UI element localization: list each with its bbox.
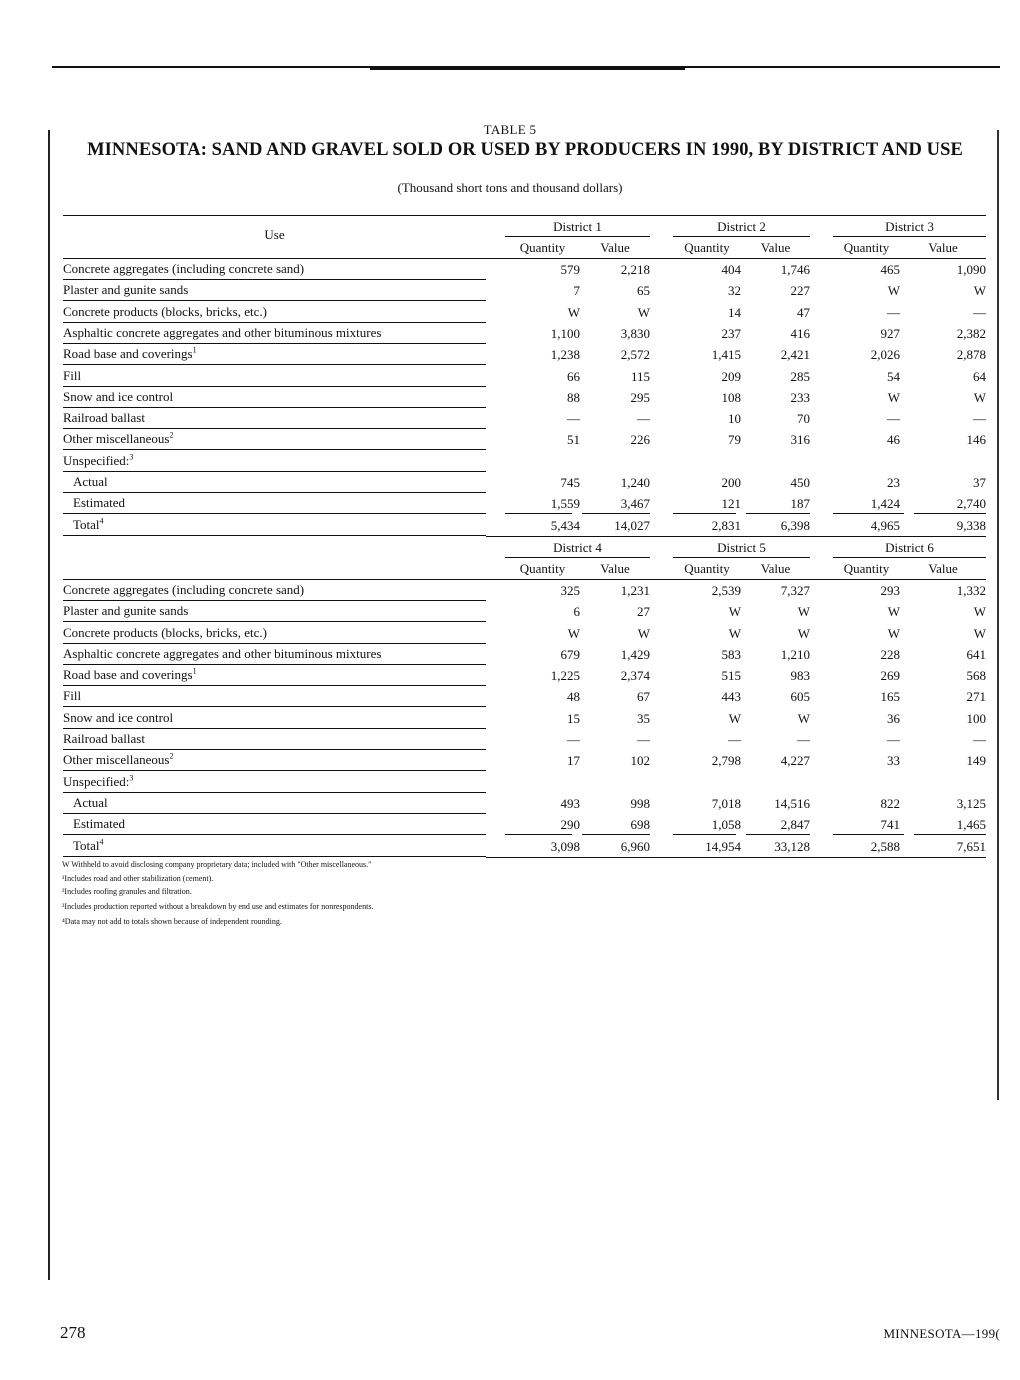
- quantity-cell: W: [728, 604, 741, 619]
- quantity-cell: 2,831: [711, 518, 741, 533]
- quantity-cell: 741: [880, 817, 900, 832]
- value-cell: 285: [790, 369, 810, 384]
- footnote-1: ¹Includes road and other stabilization (cement).: [62, 874, 214, 883]
- row-label: [73, 795, 108, 811]
- value-cell: W: [973, 626, 986, 641]
- subtotal-rule-v: [582, 834, 651, 835]
- value-cell: 3,125: [956, 796, 986, 811]
- quantity-cell: 745: [560, 475, 580, 490]
- footnote-2: ²Includes roofing granules and filtration.: [62, 887, 192, 896]
- value-cell: 3,830: [620, 326, 650, 341]
- row-rule: [63, 407, 486, 408]
- quantity-cell: 15: [567, 711, 580, 726]
- value-cell: 1,240: [620, 475, 650, 490]
- value-cell: 227: [790, 283, 810, 298]
- value-cell: 2,218: [620, 262, 650, 277]
- quantity-cell: W: [887, 390, 900, 405]
- district-header-rule: [505, 236, 650, 237]
- district-header-rule: [505, 557, 650, 558]
- quantity-cell: 165: [880, 689, 900, 704]
- subtotal-rule-q: [833, 513, 904, 514]
- value-cell: —: [973, 305, 986, 320]
- row-rule: [63, 749, 486, 750]
- row-label-text: Railroad ballast: [63, 410, 145, 425]
- value-cell: 37: [973, 475, 986, 490]
- value-cell: 316: [790, 432, 810, 447]
- quantity-cell: 583: [721, 647, 741, 662]
- quantity-cell: —: [728, 732, 741, 747]
- value-cell: 1,465: [956, 817, 986, 832]
- value-cell: 641: [966, 647, 986, 662]
- value-cell: 146: [966, 432, 986, 447]
- value-cell: 47: [797, 305, 810, 320]
- value-cell: —: [973, 732, 986, 747]
- row-rule: [63, 770, 486, 771]
- value-cell: 2,374: [620, 668, 650, 683]
- page-title: MINNESOTA: SAND AND GRAVEL SOLD OR USED BY PRODUCERS IN 1990, BY DISTRICT AND USE: [87, 140, 963, 160]
- value-cell: 2,878: [956, 347, 986, 362]
- quantity-cell: 293: [880, 583, 900, 598]
- value-cell: —: [973, 411, 986, 426]
- value-cell: 698: [630, 817, 650, 832]
- quantity-cell: 200: [721, 475, 741, 490]
- quantity-cell: 108: [721, 390, 741, 405]
- quantity-cell: 679: [560, 647, 580, 662]
- section-bottom-rule: [486, 536, 986, 537]
- quantity-cell: —: [567, 411, 580, 426]
- quantity-cell: 269: [880, 668, 900, 683]
- row-label: [63, 346, 197, 362]
- quantity-cell: —: [567, 732, 580, 747]
- row-rule: [63, 813, 486, 814]
- quantity-cell: 1,100: [550, 326, 580, 341]
- value-cell: 64: [973, 369, 986, 384]
- quantity-cell: 579: [560, 262, 580, 277]
- row-label: [63, 282, 188, 298]
- row-label-text: Other miscellaneous: [63, 431, 170, 446]
- value-cell: 14,516: [774, 796, 810, 811]
- quantity-cell: 1,225: [550, 668, 580, 683]
- row-rule: [63, 792, 486, 793]
- district-header-rule: [833, 557, 986, 558]
- row-rule: [63, 386, 486, 387]
- quantity-cell: 36: [887, 711, 900, 726]
- value-column-header: Value: [600, 240, 630, 255]
- value-cell: 605: [790, 689, 810, 704]
- quantity-cell: 404: [721, 262, 741, 277]
- header-bottom-rule: [63, 579, 986, 580]
- table-label: TABLE 5: [483, 122, 537, 137]
- quantity-cell: W: [887, 604, 900, 619]
- quantity-cell: 6: [573, 604, 580, 619]
- subtotal-rule-q: [833, 834, 904, 835]
- section-bottom-rule: [486, 857, 986, 858]
- quantity-cell: 1,559: [550, 496, 580, 511]
- quantity-cell: 290: [560, 817, 580, 832]
- value-cell: 1,429: [620, 647, 650, 662]
- row-rule: [63, 706, 486, 707]
- row-label: [63, 325, 381, 341]
- quantity-cell: 228: [880, 647, 900, 662]
- value-cell: W: [637, 305, 650, 320]
- quantity-column-header: Quantity: [519, 561, 566, 576]
- row-rule: [63, 834, 486, 835]
- quantity-cell: 46: [887, 432, 900, 447]
- row-rule: [63, 492, 486, 493]
- quantity-cell: 2,539: [711, 583, 741, 598]
- row-label: [63, 625, 267, 641]
- quantity-cell: 465: [880, 262, 900, 277]
- top-rule-accent: [370, 66, 685, 70]
- row-label: [63, 453, 133, 469]
- quantity-cell: 121: [721, 496, 741, 511]
- row-rule: [63, 300, 486, 301]
- row-label-text: Estimated: [73, 495, 125, 510]
- subtotal-rule-v: [746, 834, 811, 835]
- quantity-column-header: Quantity: [684, 561, 730, 576]
- subtotal-rule-v: [914, 834, 987, 835]
- value-cell: 1,746: [780, 262, 810, 277]
- row-label-text: Concrete aggregates (including concrete sand): [63, 582, 305, 597]
- quantity-cell: —: [887, 411, 900, 426]
- value-cell: 35: [637, 711, 650, 726]
- district-header: District 3: [885, 219, 934, 234]
- row-label: [73, 838, 104, 854]
- row-rule: [63, 364, 486, 365]
- quantity-cell: 493: [560, 796, 580, 811]
- row-rule: [63, 728, 486, 729]
- quantity-cell: W: [887, 626, 900, 641]
- row-label: [63, 304, 267, 320]
- quantity-cell: 14: [728, 305, 741, 320]
- footnote-marker: 4: [99, 837, 104, 847]
- row-label-text: Railroad ballast: [63, 731, 145, 746]
- quantity-column-header: Quantity: [843, 240, 890, 255]
- value-cell: —: [637, 411, 650, 426]
- quantity-cell: 48: [567, 689, 580, 704]
- district-header: District 4: [553, 540, 602, 555]
- value-column-header: Value: [760, 561, 791, 576]
- row-rule: [63, 664, 486, 665]
- row-label: [63, 389, 173, 405]
- row-label-text: Plaster and gunite sands: [63, 603, 189, 618]
- row-label: [63, 710, 173, 726]
- value-cell: 7,651: [956, 839, 986, 854]
- value-cell: 7,327: [780, 583, 810, 598]
- quantity-cell: 1,424: [870, 496, 900, 511]
- row-label-text: Fill: [63, 368, 82, 383]
- value-cell: 67: [637, 689, 650, 704]
- value-cell: W: [797, 626, 810, 641]
- value-cell: W: [637, 626, 650, 641]
- row-label: [63, 603, 188, 619]
- value-cell: 100: [966, 711, 986, 726]
- subtotal-rule-q: [673, 834, 736, 835]
- row-label-text: Road base and coverings: [63, 346, 193, 361]
- row-rule: [63, 322, 486, 323]
- subtotal-rule-q: [505, 834, 572, 835]
- row-label-text: Total: [73, 517, 100, 532]
- value-cell: —: [637, 732, 650, 747]
- quantity-cell: 54: [887, 369, 900, 384]
- value-column-header: Value: [928, 561, 958, 576]
- row-label: [63, 261, 304, 277]
- value-cell: 33,128: [774, 839, 810, 854]
- quantity-cell: 2,026: [870, 347, 900, 362]
- footnote-marker: 2: [169, 430, 174, 440]
- quantity-cell: W: [728, 626, 741, 641]
- quantity-cell: 32: [728, 283, 741, 298]
- row-rule: [63, 856, 486, 857]
- quantity-cell: 325: [560, 583, 580, 598]
- header-bottom-rule: [63, 258, 986, 259]
- row-label-text: Total: [73, 838, 100, 853]
- subtotal-rule-v: [914, 513, 987, 514]
- row-label-text: Snow and ice control: [63, 389, 174, 404]
- running-head: MINNESOTA—199(: [883, 1326, 1000, 1341]
- value-cell: 3,467: [620, 496, 650, 511]
- value-cell: 2,572: [620, 347, 650, 362]
- subtotal-rule-q: [505, 513, 572, 514]
- row-label-text: Concrete aggregates (including concrete sand): [63, 261, 305, 276]
- row-label-text: Asphaltic concrete aggregates and other bituminous mixtures: [63, 646, 382, 661]
- value-cell: 2,740: [956, 496, 986, 511]
- quantity-cell: 1,415: [711, 347, 741, 362]
- quantity-cell: 515: [721, 668, 741, 683]
- value-cell: 27: [637, 604, 650, 619]
- quantity-column-header: Quantity: [684, 240, 730, 255]
- quantity-cell: 51: [567, 432, 580, 447]
- use-column-header: Use: [264, 227, 285, 242]
- value-column-header: Value: [928, 240, 958, 255]
- value-cell: 2,847: [780, 817, 810, 832]
- footnote-marker: 4: [99, 516, 104, 526]
- quantity-cell: 88: [567, 390, 580, 405]
- quantity-cell: —: [887, 305, 900, 320]
- value-cell: W: [973, 604, 986, 619]
- row-label: [63, 774, 133, 790]
- value-cell: 271: [966, 689, 986, 704]
- row-rule: [63, 685, 486, 686]
- quantity-cell: 1,058: [711, 817, 741, 832]
- value-cell: W: [797, 604, 810, 619]
- quantity-cell: 7,018: [711, 796, 741, 811]
- value-cell: 416: [790, 326, 810, 341]
- row-label-text: Snow and ice control: [63, 710, 174, 725]
- footnote-marker: 1: [192, 345, 197, 355]
- row-label-text: Estimated: [73, 816, 125, 831]
- value-cell: 1,332: [956, 583, 986, 598]
- value-cell: 70: [797, 411, 810, 426]
- table-top-rule: [63, 215, 986, 216]
- row-label-text: Asphaltic concrete aggregates and other bituminous mixtures: [63, 325, 382, 340]
- district-header-rule: [673, 236, 810, 237]
- row-rule: [63, 471, 486, 472]
- right-margin-rule: [997, 130, 999, 1100]
- quantity-cell: 237: [721, 326, 741, 341]
- value-cell: 4,227: [780, 753, 810, 768]
- quantity-cell: 79: [728, 432, 741, 447]
- row-rule: [63, 279, 486, 280]
- row-label-text: Road base and coverings: [63, 667, 193, 682]
- footnote-marker: 1: [192, 666, 197, 676]
- row-rule: [63, 449, 486, 450]
- district-header: District 1: [553, 219, 602, 234]
- value-cell: 2,421: [780, 347, 810, 362]
- footnote-4: ⁴Data may not add to totals shown because of independent rounding.: [62, 917, 282, 926]
- value-cell: 233: [790, 390, 810, 405]
- district-header: District 6: [885, 540, 934, 555]
- row-label-text: Actual: [73, 474, 108, 489]
- subtotal-rule-v: [746, 513, 811, 514]
- value-cell: 226: [630, 432, 650, 447]
- quantity-cell: W: [887, 283, 900, 298]
- quantity-cell: 3,098: [550, 839, 580, 854]
- row-label-text: Other miscellaneous: [63, 752, 170, 767]
- value-cell: —: [797, 732, 810, 747]
- row-rule: [63, 643, 486, 644]
- value-cell: 2,382: [956, 326, 986, 341]
- value-cell: 65: [637, 283, 650, 298]
- row-label-text: Actual: [73, 795, 108, 810]
- quantity-cell: 443: [721, 689, 741, 704]
- row-label: [73, 816, 125, 832]
- page-number: 278: [60, 1323, 86, 1342]
- footnote-3: ³Includes production reported without a breakdown by end use and estimates for nonrespondents.: [62, 902, 374, 911]
- quantity-cell: 822: [880, 796, 900, 811]
- value-cell: 1,210: [780, 647, 810, 662]
- row-label-text: Plaster and gunite sands: [63, 282, 189, 297]
- quantity-cell: 10: [728, 411, 741, 426]
- row-label: [73, 474, 108, 490]
- quantity-cell: W: [728, 711, 741, 726]
- row-label: [73, 495, 125, 511]
- quantity-cell: W: [567, 305, 580, 320]
- quantity-cell: 927: [880, 326, 900, 341]
- quantity-cell: —: [887, 732, 900, 747]
- value-cell: 1,231: [620, 583, 650, 598]
- value-column-header: Value: [600, 561, 630, 576]
- quantity-cell: 4,965: [870, 518, 900, 533]
- value-cell: 102: [630, 753, 650, 768]
- value-cell: W: [973, 283, 986, 298]
- row-label-text: Unspecified:: [63, 774, 130, 789]
- subtotal-rule-v: [582, 513, 651, 514]
- quantity-cell: 7: [573, 283, 580, 298]
- row-rule: [63, 343, 486, 344]
- row-label: [63, 368, 81, 384]
- quantity-column-header: Quantity: [843, 561, 890, 576]
- quantity-cell: 66: [567, 369, 580, 384]
- left-margin-rule: [48, 130, 50, 1280]
- row-rule: [63, 513, 486, 514]
- value-cell: W: [973, 390, 986, 405]
- value-cell: 6,398: [780, 518, 810, 533]
- row-label-text: Fill: [63, 688, 82, 703]
- footnote-marker: 2: [169, 751, 174, 761]
- quantity-cell: 17: [567, 753, 580, 768]
- value-cell: 6,960: [620, 839, 650, 854]
- table-subtitle: (Thousand short tons and thousand dollars): [397, 180, 623, 195]
- row-label: [63, 667, 197, 683]
- quantity-cell: 209: [721, 369, 741, 384]
- quantity-column-header: Quantity: [519, 240, 566, 255]
- row-label: [63, 431, 174, 447]
- row-label: [63, 410, 145, 426]
- subtotal-rule-q: [673, 513, 736, 514]
- value-cell: 1,090: [956, 262, 986, 277]
- value-cell: 115: [630, 369, 650, 384]
- row-label: [73, 517, 104, 533]
- value-cell: 295: [630, 390, 650, 405]
- value-cell: 568: [966, 668, 986, 683]
- footnote-marker: 3: [129, 773, 134, 783]
- row-label: [63, 731, 145, 747]
- row-label-text: Concrete products (blocks, bricks, etc.): [63, 625, 267, 640]
- quantity-cell: 2,588: [870, 839, 900, 854]
- row-rule: [63, 600, 486, 601]
- row-label: [63, 688, 81, 704]
- row-rule: [63, 621, 486, 622]
- row-label: [63, 752, 174, 768]
- value-cell: 983: [790, 668, 810, 683]
- quantity-cell: W: [567, 626, 580, 641]
- quantity-cell: 14,954: [705, 839, 741, 854]
- value-cell: 9,338: [956, 518, 986, 533]
- quantity-cell: 33: [887, 753, 900, 768]
- value-column-header: Value: [760, 240, 791, 255]
- quantity-cell: 23: [887, 475, 900, 490]
- quantity-cell: 1,238: [550, 347, 580, 362]
- value-cell: 998: [630, 796, 650, 811]
- value-cell: 149: [966, 753, 986, 768]
- row-rule: [63, 428, 486, 429]
- district-header-rule: [833, 236, 986, 237]
- quantity-cell: 2,798: [711, 753, 741, 768]
- footnote-marker: 3: [129, 452, 134, 462]
- row-label: [63, 582, 304, 598]
- value-cell: 187: [790, 496, 810, 511]
- row-label-text: Unspecified:: [63, 453, 130, 468]
- value-cell: 14,027: [614, 518, 650, 533]
- quantity-cell: 5,434: [550, 518, 580, 533]
- footnote-w: W Withheld to avoid disclosing company proprietary data; included with "Other miscellaneous.": [62, 860, 372, 869]
- district-header-rule: [673, 557, 810, 558]
- row-label: [63, 646, 381, 662]
- value-cell: W: [797, 711, 810, 726]
- district-header: District 2: [717, 219, 766, 234]
- row-label-text: Concrete products (blocks, bricks, etc.): [63, 304, 267, 319]
- district-header: District 5: [717, 540, 766, 555]
- value-cell: 450: [790, 475, 810, 490]
- row-rule: [63, 535, 486, 536]
